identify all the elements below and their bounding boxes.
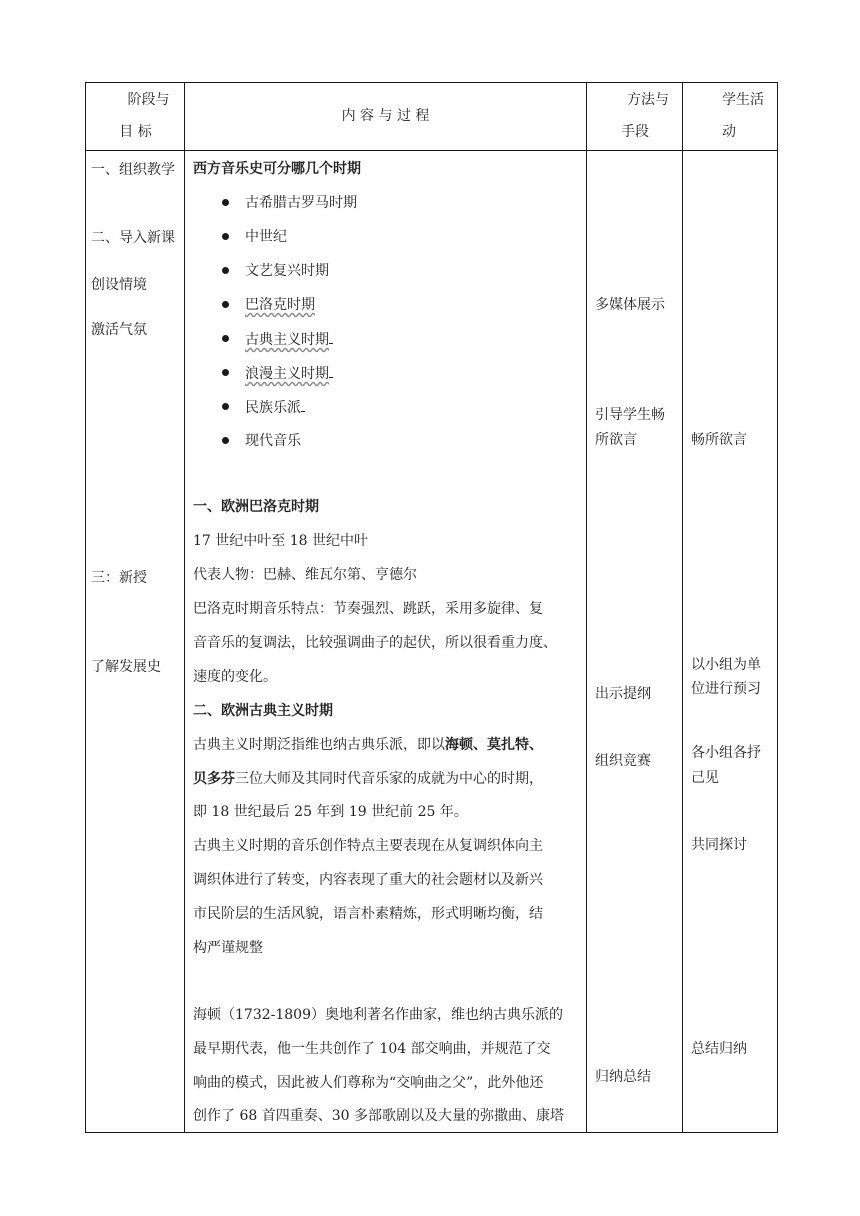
method-guide-line1: 引导学生畅	[595, 407, 665, 423]
method-outline: 出示提纲	[595, 686, 651, 702]
haydn-line: 响曲的模式，因此被人们尊称为“交响曲之父”，此外他还	[193, 1075, 544, 1091]
header-method	[587, 90, 683, 142]
bullet-icon	[222, 233, 229, 240]
bullet-icon	[222, 403, 229, 410]
period-item: 古希腊古罗马时期	[245, 195, 357, 211]
bullet-icon	[222, 335, 229, 342]
period-item: 民族乐派	[245, 400, 301, 416]
classical-text: 三位大师及其同时代音乐家的成就为中心的时期，	[235, 771, 543, 787]
method-summary: 归纳总结	[595, 1069, 651, 1085]
classical-text: 古典主义时期泛指维也纳古典乐派，即以	[193, 737, 445, 753]
content-question: 西方音乐史可分哪几个时期	[193, 161, 361, 177]
classical-heading: 二、欧洲古典主义时期	[193, 703, 333, 719]
activity-speak: 畅所欲言	[691, 432, 747, 448]
period-item: 现代音乐	[245, 433, 301, 449]
composer-name: 贝多芬	[193, 771, 235, 787]
header-row-divider	[85, 150, 778, 151]
classical-feature-line: 调织体进行了转变，内容表现了重大的社会题材以及新兴	[193, 872, 543, 888]
table-border-right	[777, 82, 778, 1133]
method-guide-line2: 所欲言	[595, 432, 637, 448]
baroque-feature-line: 音音乐的复调法，比较强调曲子的起伏，所以很看重力度、	[193, 635, 557, 651]
haydn-line: 海顿（1732-1809）奥地利著名作曲家，维也纳古典乐派的	[193, 1007, 563, 1023]
header-activity-line2: 动	[722, 124, 736, 140]
method-multimedia: 多媒体展示	[595, 297, 665, 313]
activity-opinion-line1: 各小组各抒	[691, 745, 761, 761]
activity-opinion-line2: 己见	[691, 770, 719, 786]
header-activity-line1: 学生活	[722, 92, 764, 108]
composer-names: 海顿、莫扎特、	[445, 737, 543, 753]
period-item-wrap	[245, 329, 333, 350]
period-item: 浪漫主义时期	[245, 366, 329, 382]
stage-atmosphere: 激活气氛	[91, 322, 147, 338]
classical-line	[193, 769, 543, 789]
period-item: 古典主义时期	[245, 332, 329, 348]
baroque-people: 代表人物：巴赫、维瓦尔第、亨德尔	[193, 567, 417, 583]
classical-line	[193, 735, 543, 755]
classical-line: 即 18 世纪最后 25 年到 19 世纪前 25 年。	[193, 804, 468, 820]
column-divider	[586, 82, 587, 1133]
activity-preview-line1: 以小组为单	[691, 657, 761, 673]
header-content: 内 容 与 过 程	[341, 108, 430, 124]
period-item-wrap	[245, 397, 305, 418]
table-border-bottom	[85, 1132, 778, 1133]
haydn-line: 创作了 68 首四重奏、30 多部歌剧以及大量的弥撒曲、康塔	[193, 1108, 564, 1124]
bullet-icon	[222, 301, 229, 308]
baroque-heading: 一、欧洲巴洛克时期	[193, 499, 319, 515]
baroque-time: 17 世纪中叶至 18 世纪中叶	[193, 533, 368, 549]
baroque-feature-line: 巴洛克时期音乐特点：节奏强烈、跳跃，采用多旋律、复	[193, 601, 543, 617]
bullet-icon	[222, 437, 229, 444]
column-divider	[184, 82, 185, 1133]
stage-organize: 一、组织教学	[91, 162, 175, 178]
stage-history: 了解发展史	[91, 659, 161, 675]
stage-scene: 创设情境	[91, 277, 147, 293]
haydn-line: 最早期代表，他一生共创作了 104 部交响曲，并规范了交	[193, 1041, 551, 1057]
classical-feature-line: 古典主义时期的音乐创作特点主要表现在从复调织体向主	[193, 838, 543, 854]
period-item-wrap	[245, 363, 333, 384]
bullet-icon	[222, 267, 229, 274]
method-contest: 组织竞赛	[595, 753, 651, 769]
header-stage-line1: 阶段与	[127, 92, 170, 108]
activity-conclude: 总结归纳	[691, 1041, 747, 1057]
stage-new: 三：新授	[91, 570, 147, 586]
header-stage	[86, 90, 185, 142]
table-border-left	[85, 82, 86, 1133]
header-stage-line2: 目 标	[119, 124, 152, 140]
header-method-line1: 方法与	[627, 92, 669, 108]
baroque-feature-line: 速度的变化。	[193, 669, 277, 685]
header-activity	[692, 90, 782, 142]
classical-feature-line: 市民阶层的生活风貌，语言朴素精炼，形式明晰均衡，结	[193, 906, 543, 922]
table-border-top	[85, 82, 778, 83]
period-item: 文艺复兴时期	[245, 263, 329, 279]
classical-feature-line: 构严谨规整	[193, 940, 263, 956]
bullet-icon	[222, 369, 229, 376]
bullet-icon	[222, 199, 229, 206]
column-divider	[682, 82, 683, 1133]
activity-discuss: 共同探讨	[691, 837, 747, 853]
stage-intro: 二、导入新课	[91, 230, 175, 246]
period-item: 中世纪	[245, 229, 287, 245]
header-method-line2: 手段	[621, 124, 649, 140]
activity-preview-line2: 位进行预习	[691, 681, 761, 697]
period-item: 巴洛克时期	[245, 297, 315, 313]
